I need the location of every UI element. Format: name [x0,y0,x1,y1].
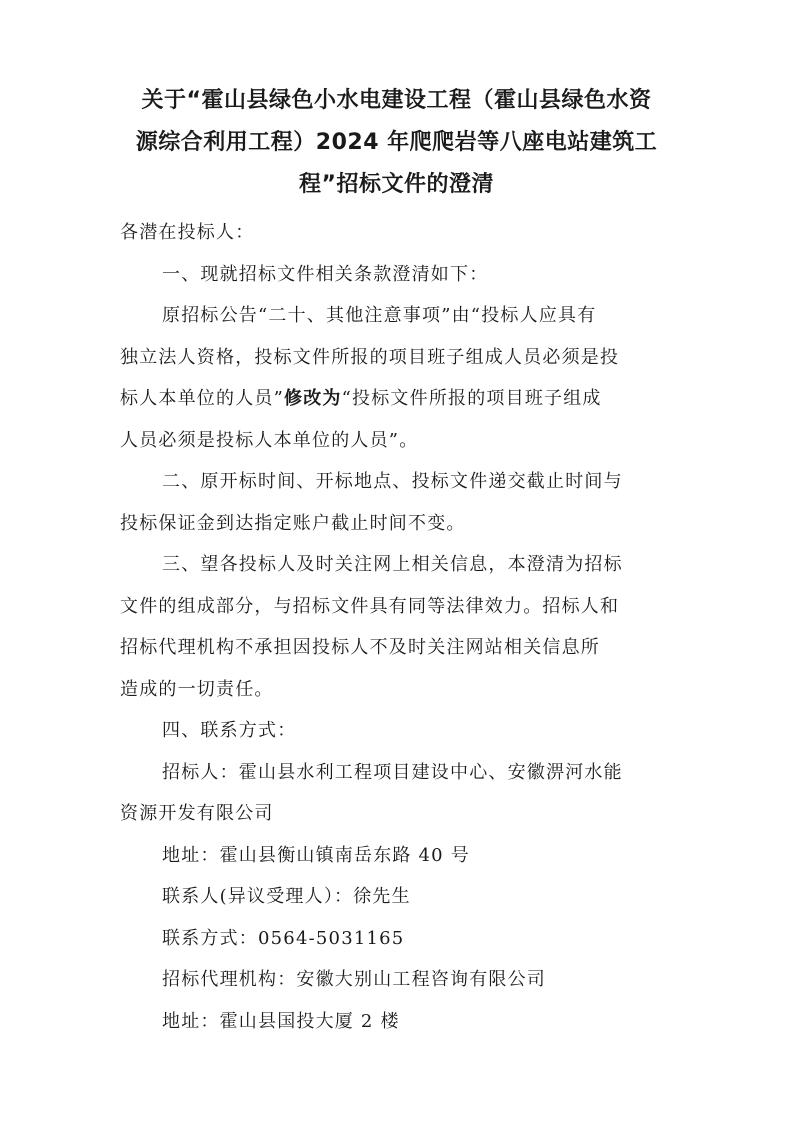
document-title [100,80,693,206]
text-run: 标人本单位的人员” [120,388,285,409]
paragraph-line: 人员必须是投标人本单位的人员”。 [120,429,419,451]
paragraph-line [120,378,675,420]
tenderer-line: 招标人：霍山县水利工程项目建设中心、安徽淠河水能 [162,761,623,783]
title-line: 程”招标文件的澄清 [299,172,494,197]
document-body [120,212,675,1042]
section-3-line: 造成的一切责任。 [120,678,274,700]
section-1-heading: 一、现就招标文件相关条款澄清如下： [162,263,489,285]
tenderer-address: 地址：霍山县衡山镇南岳东路 40 号 [162,844,470,866]
section-2-line: 二、原开标时间、开标地点、投标文件递交截止时间与 [162,471,623,492]
section-2-line: 投标保证金到达指定账户截止时间不变。 [120,512,466,534]
paragraph-line: 原招标公告“二十、其他注意事项”由“投标人应具有 [162,305,597,326]
paragraph-line: 独立法人资格，投标文件所报的项目班子组成人员必须是投 [120,346,620,368]
agency-name: 招标代理机构：安徽大别山工程咨询有限公司 [162,969,546,990]
section-3-line: 文件的组成部分，与招标文件具有同等法律效力。招标人和 [120,595,620,617]
salutation: 各潜在投标人： [120,222,255,243]
section-3-line: 三、望各投标人及时关注网上相关信息，本澄清为招标 [162,554,623,575]
contact-phone: 联系方式：0564-5031165 [162,927,405,949]
emphasis-modified-to: 修改为 [284,388,342,409]
section-3-line: 招标代理机构不承担因投标人不及时关注网站相关信息所 [120,637,600,658]
title-line: 关于“霍山县绿色小水电建设工程（霍山县绿色水资 [141,88,652,113]
agency-address: 地址：霍山县国投大厦 2 楼 [162,1010,400,1032]
text-run: “投标文件所报的项目班子组成 [341,388,602,409]
section-4-heading: 四、联系方式： [162,720,297,741]
contact-person: 联系人(异议受理人）：徐先生 [162,886,411,907]
tenderer-line: 资源开发有限公司 [120,803,274,824]
title-line: 源综合利用工程）2024 年爬爬岩等八座电站建筑工 [135,130,658,155]
